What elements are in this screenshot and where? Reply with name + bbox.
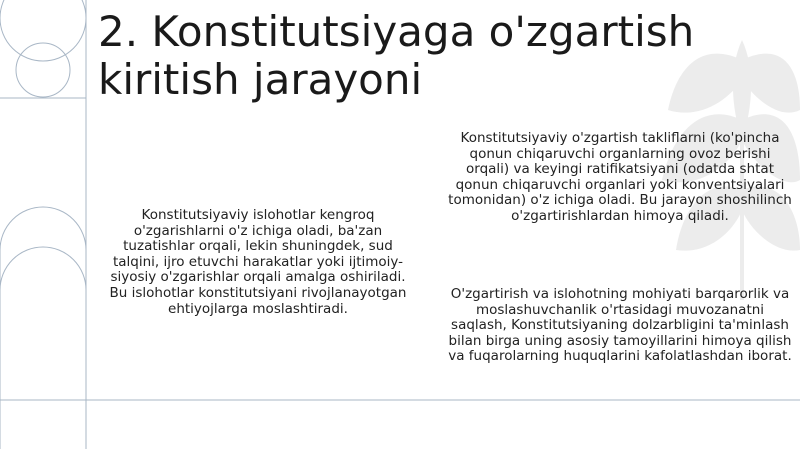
slide-title bbox=[98, 8, 778, 104]
title-line-1: 2. Konstitutsiyaga o'zgartish bbox=[98, 7, 695, 56]
title-line-2: kiritish jarayoni bbox=[98, 55, 423, 104]
left-paragraph: Konstitutsiyaviy islohotlar kengroq o'zgarishlarni o'z ichiga oladi, ba'zan tuzatishlar orqali, lekin shuningdek, sud talqini, ijro etuvchi harakatlar yoki ijtimoiy-siyosiy o'zgarishlar orqali amalga oshiriladi. Bu islohotlar konstitutsiyani rivojlanayotgan ehtiyojlarga moslashtiradi. bbox=[109, 207, 407, 317]
right-paragraph-amendment-process: Konstitutsiyaviy o'zgartish takliflarni (ko'pincha qonun chiqaruvchi organlarning ovoz berishi orqali) va keyingi ratifikatsiyani (odatda shtat qonun chiqaruvchi organlari yoki konventsiyalari tomonidan) o'z ichiga oladi. Bu jarayon shoshilinch o'zgartirishlardan himoya qiladi. bbox=[448, 130, 792, 224]
right-paragraph-essence: O'zgartirish va islohotning mohiyati barqarorlik va moslashuvchanlik o'rtasidagi muvozanatni saqlash, Konstitutsiyaning dolzarbligini ta'minlash bilan birga uning asosiy tamoyillarini himoya qilish va fuqarolarning huquqlarini kafolatlashdan iborat. bbox=[448, 286, 792, 365]
